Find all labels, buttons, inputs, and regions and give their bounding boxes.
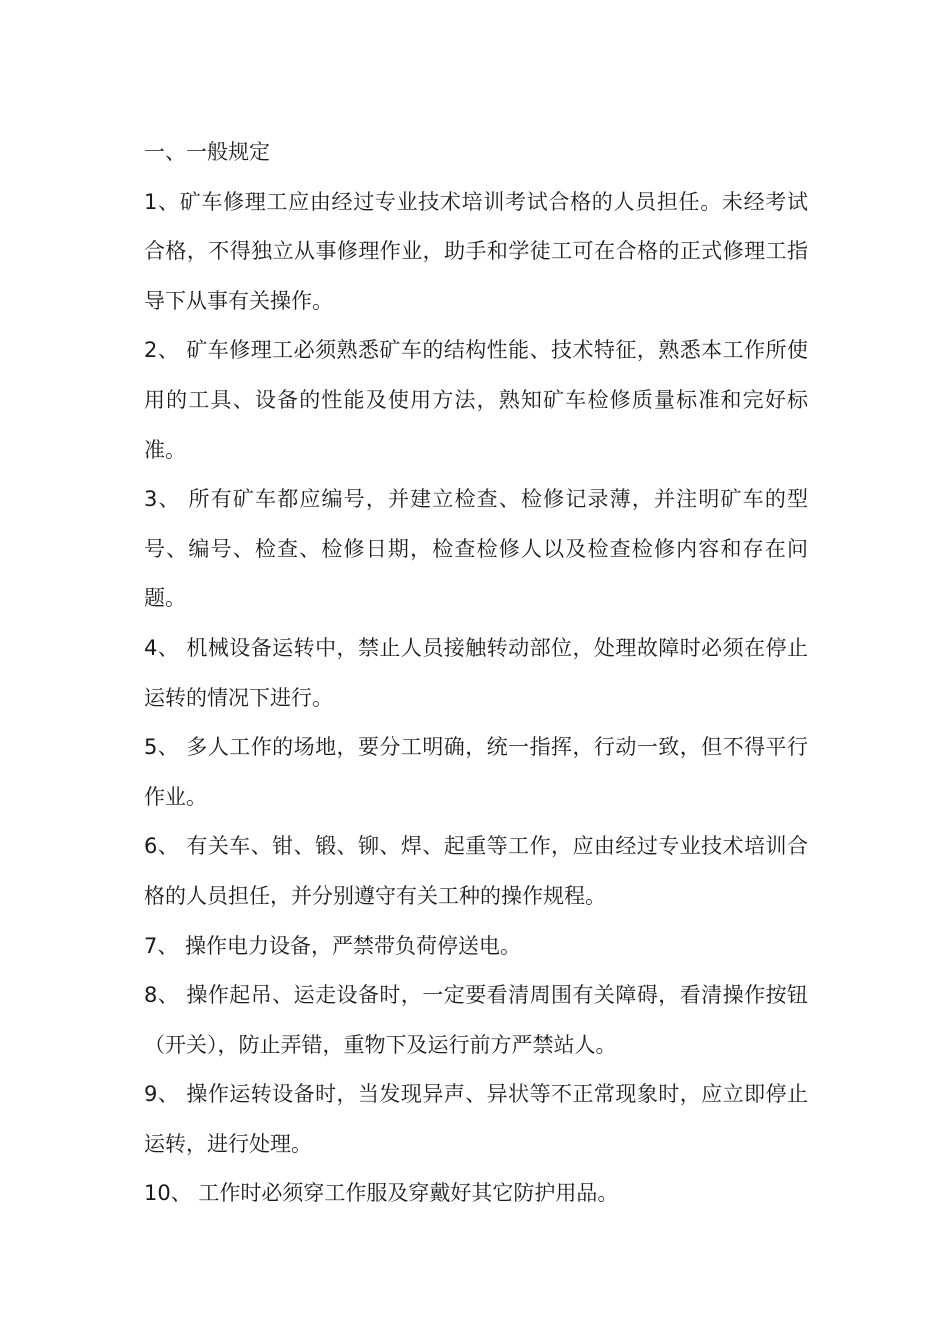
rule-7: 7、 操作电力设备，严禁带负荷停送电。 <box>144 933 522 958</box>
section-heading: 一、一般规定 <box>144 140 270 164</box>
rule-5: 5、 多人工作的场地，要分工明确，统一指挥，行动一致，但不得平行作业。 <box>144 735 808 809</box>
rule-2: 2、 矿车修理工必须熟悉矿车的结构性能、技术特征，熟悉本工作所使用的工具、设备的性能及使用方法，熟知矿车检修质量标准和完好标准。 <box>144 338 808 462</box>
document-body <box>144 128 808 1219</box>
rule-3: 3、 所有矿车都应编号，并建立检查、检修记录薄，并注明矿车的型号、编号、检查、检修日期，检查检修人以及检查检修内容和存在问题。 <box>144 487 808 611</box>
rule-8: 8、 操作起吊、运走设备时，一定要看清周围有关障碍，看清操作按钮（开关），防止弄错，重物下及运行前方严禁站人。 <box>144 983 808 1057</box>
rule-4: 4、 机械设备运转中，禁止人员接触转动部位，处理故障时必须在停止运转的情况下进行。 <box>144 635 808 710</box>
rule-10: 10、 工作时必须穿工作服及穿戴好其它防护用品。 <box>144 1181 619 1206</box>
rule-6: 6、 有关车、钳、锻、铆、焊、起重等工作，应由经过专业技术培训合格的人员担任，并分别遵守有关工种的操作规程。 <box>144 834 808 908</box>
rule-1: 1、矿车修理工应由经过专业技术培训考试合格的人员担任。未经考试合格，不得独立从事修理作业，助手和学徒工可在合格的正式修理工指导下从事有关操作。 <box>144 189 808 313</box>
rule-9: 9、 操作运转设备时，当发现异声、异状等不正常现象时，应立即停止运转，进行处理。 <box>144 1082 808 1156</box>
